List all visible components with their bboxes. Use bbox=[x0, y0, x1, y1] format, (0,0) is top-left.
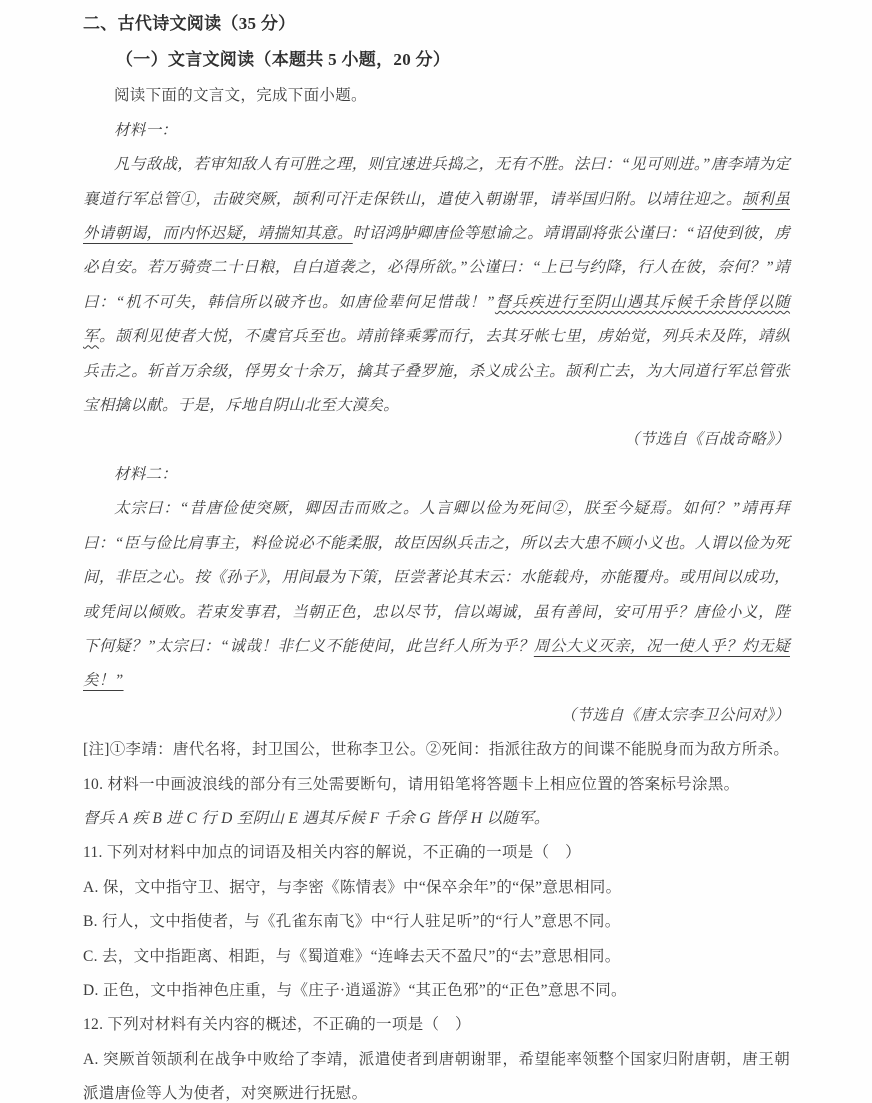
material1-citation: （节选自《百战奇略》） bbox=[623, 431, 790, 449]
material2-label: 材料二： bbox=[114, 465, 178, 483]
material2-paragraph bbox=[83, 492, 790, 698]
material1-paragraph bbox=[83, 148, 790, 423]
question-10-sentence: 督兵 A 疾 B 进 C 行 D 至阴山 E 遇其斥候 F 千余 G 皆俘 H 以随军。 bbox=[83, 809, 550, 827]
question-10-stem: 10. 材料一中画波浪线的部分有三处需要断句，请用铅笔将答题卡上相应位置的答案标号涂黑。 bbox=[83, 775, 740, 793]
material2-text-segment: 太宗曰：“昔唐俭使突厥，卿因击而败之。人言卿以俭为死间②，朕至今疑焉。如何？”靖再拜曰：“臣与俭比肩事主，料俭说必不能柔服，故臣因纵兵击之，所以去大患不顾小义也。人谓以俭为死间，非臣之心。按《孙子》，用间最为下策，臣尝著论其末云：水能载舟，亦能覆舟。或用间以成功，或凭间以倾败。若束发事君，当朝正色，忠以尽节，信以竭诚，虽有善间，安可用乎？唐俭小义，陛下何疑？”太宗曰：“诚哉！非仁义不能使间，此岂纤人所为乎？ bbox=[83, 500, 790, 655]
material1-wavy-underlined-sentence: 督兵疾进行至阴山遇其斥候千余皆俘以随军 bbox=[83, 293, 791, 346]
question-12-option-a: A. 突厥首领颉利在战争中败给了李靖，派遣使者到唐朝谢罪，希望能率领整个国家归附唐朝，唐王朝派遣唐俭等人为使者，对突厥进行抚慰。 bbox=[83, 1050, 790, 1103]
material1-text-segment: 时诏鸿胪卿唐俭等慰谕之。靖谓副将张公谨曰：“诏使到彼，虏必自安。若万骑赍二十日粮，自白道袭之，必得所欲。”公谨曰：“上已与约降，行人在彼，奈何？”靖曰：“机不可失，韩信所以破齐也。如唐俭辈何足惜哉！” bbox=[83, 225, 790, 311]
section-title: 二、古代诗文阅读（35 分） bbox=[83, 14, 296, 33]
material2-citation: （节选自《唐太宗李卫公问对》） bbox=[560, 706, 790, 724]
material1-label: 材料一： bbox=[114, 121, 178, 139]
material1-underlined-sentence: 颉利虽外请朝谒，而内怀迟疑，靖揣知其意。 bbox=[83, 190, 790, 243]
question-11-option-b: B. 行人，文中指使者，与《孔雀东南飞》中“行人驻足听”的“行人”意思不同。 bbox=[83, 913, 621, 931]
question-11-option-c: C. 去，文中指距离、相距，与《蜀道难》“连峰去天不盈尺”的“去”意思相同。 bbox=[83, 947, 621, 965]
intro-text: 阅读下面的文言文，完成下面小题。 bbox=[114, 87, 367, 105]
question-11-stem: 11. 下列对材料中加点的词语及相关内容的解说，不正确的一项是（ ） bbox=[83, 844, 581, 862]
footnote: [注]①李靖：唐代名将，封卫国公，世称李卫公。②死间：指派往敌方的间谍不能脱身而为敌方所杀。 bbox=[83, 741, 790, 759]
material2-underlined-sentence: 周公大义灭亲，况一使人乎？灼无疑矣！” bbox=[83, 637, 790, 690]
material1-text-segment: 凡与敌战，若审知敌人有可胜之理，则宜速进兵捣之，无有不胜。法曰：“见可则进。”唐李靖为定襄道行军总管①，击破突厥，颉利可汗走保铁山，遣使入朝谢罪，请举国归附。以靖往迎之。 bbox=[83, 156, 790, 208]
question-11-option-a: A. 保，文中指守卫、据守，与李密《陈情表》中“保卒余年”的“保”意思相同。 bbox=[83, 878, 622, 896]
subsection-title: （一）文言文阅读（本题共 5 小题，20 分） bbox=[116, 50, 451, 70]
question-11-option-d: D. 正色，文中指神色庄重，与《庄子·逍遥游》“其正色邪”的“正色”意思不同。 bbox=[83, 981, 627, 999]
material1-text-segment: 。颉利见使者大悦，不虞官兵至也。靖前锋乘雾而行，去其牙帐七里，虏始觉，列兵未及阵，靖纵兵击之。斩首万余级，俘男女十余万，擒其子叠罗施，杀义成公主。颉利亡去，为大同道行军总管张宝相擒以献。于是，斥地自阴山北至大漠矣。 bbox=[83, 328, 790, 415]
question-12-stem: 12. 下列对材料有关内容的概述，不正确的一项是（ ） bbox=[83, 1016, 471, 1034]
